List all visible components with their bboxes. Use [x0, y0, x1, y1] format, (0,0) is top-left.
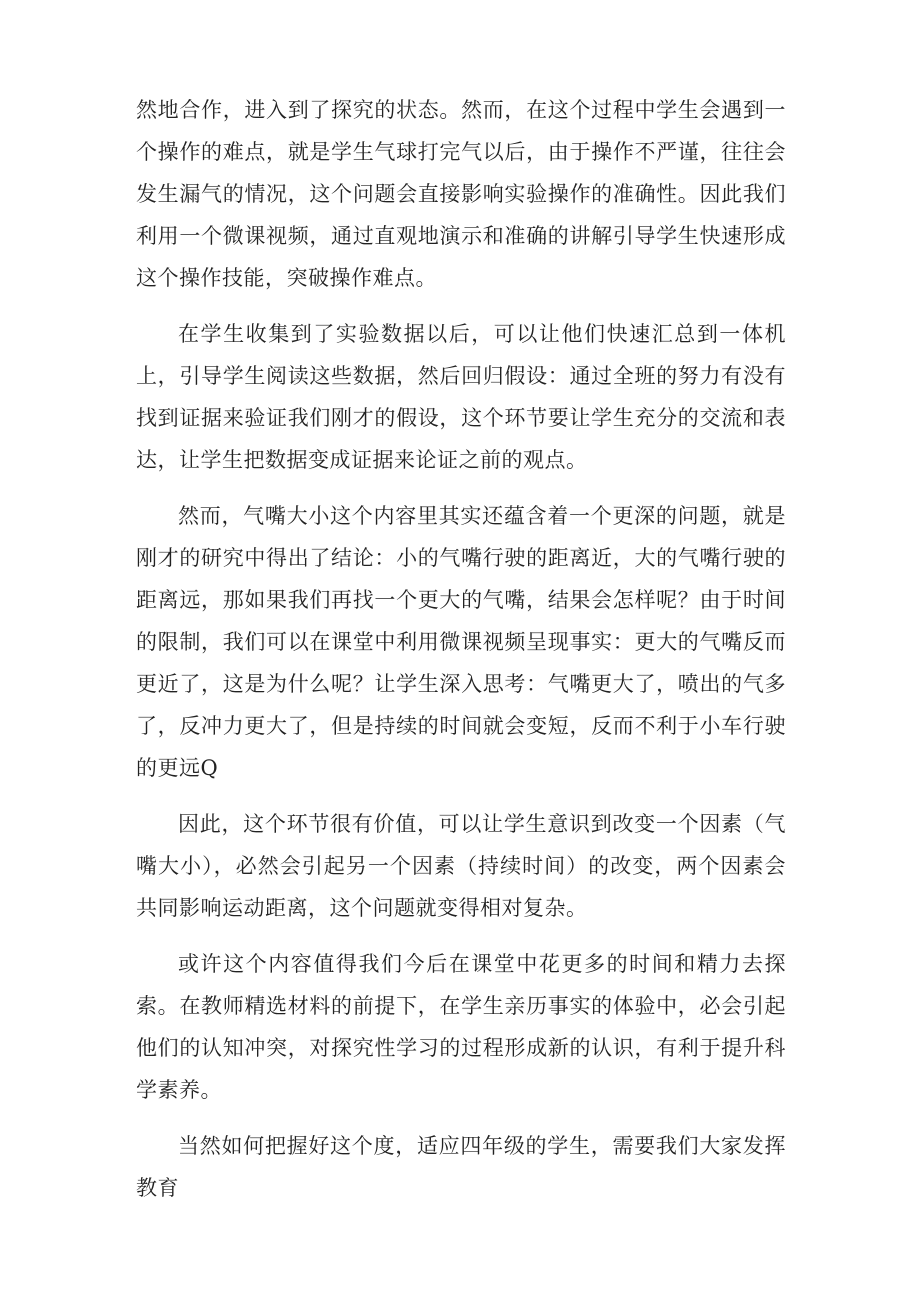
- paragraph-data-collection: 在学生收集到了实验数据以后，可以让他们快速汇总到一体机上，引导学生阅读这些数据，然后回归假设：通过全班的努力有没有找到证据来验证我们刚才的假设，这个环节要让学生充分的交流和表达，让学生把数据变成证据来论证之前的观点。: [136, 322, 786, 472]
- document-body: [136, 89, 786, 1223]
- paragraph-continuation: 然地合作，进入到了探究的状态。然而，在这个过程中学生会遇到一个操作的难点，就是学生气球打完气以后，由于操作不严谨，往往会发生漏气的情况，这个问题会直接影响实验操作的准确性。因此我们利用一个微课视频，通过直观地演示和准确的讲解引导学生快速形成这个操作技能，突破操作难点。: [136, 98, 786, 290]
- paragraph-future-exploration: 或许这个内容值得我们今后在课堂中花更多的时间和精力去探索。在教师精选材料的前提下，在学生亲历事实的体验中，必会引起他们的认知冲突，对探究性学习的过程形成新的认识，有利于提升科学素养。: [136, 952, 786, 1102]
- paragraph-closing: 当然如何把握好这个度，适应四年级的学生，需要我们大家发挥教育: [136, 1134, 786, 1200]
- paragraph-value-of-stage: 因此，这个环节很有价值，可以让学生意识到改变一个因素（气嘴大小），必然会引起另一个因素（持续时间）的改变，两个因素会共同影响运动距离，这个问题就变得相对复杂。: [136, 812, 786, 920]
- paragraph-nozzle-size: 然而，气嘴大小这个内容里其实还蕴含着一个更深的问题，就是刚才的研究中得出了结论：小的气嘴行驶的距离近，大的气嘴行驶的距离远，那如果我们再找一个更大的气嘴，结果会怎样呢？由于时间的限制，我们可以在课堂中利用微课视频呈现事实：更大的气嘴反而更近了，这是为什么呢？让学生深入思考：气嘴更大了，喷出的气多了，反冲力更大了，但是持续的时间就会变短，反而不利于小车行驶的更远Q: [136, 504, 786, 780]
